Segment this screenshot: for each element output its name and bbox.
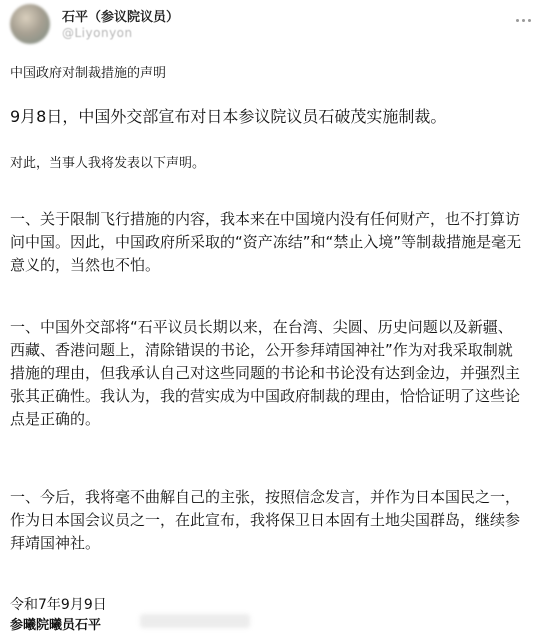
watermark: [140, 614, 250, 628]
more-options-icon[interactable]: [511, 10, 535, 30]
statement-title: 中国政府对制裁措施的声明: [10, 66, 167, 81]
avatar[interactable]: [10, 4, 50, 44]
statement-response-line: 对此，当事人我将发表以下声明。: [10, 156, 206, 171]
signature-name: 参曦院曦员石平: [10, 618, 102, 633]
author-name[interactable]: 石平（参议院议员）: [62, 10, 180, 25]
statement-date-line: 9月8日，中国外交部宣布对日本参议院议员石破茂实施制裁。: [10, 107, 447, 126]
statement-paragraph-3: 一、今后，我将毫不曲解自己的主张，按照信念发言，并作为日本国民之一，作为日本国会议员之一，在此宣布，我将保卫日本固有土地尖国群岛，继续参拜靖国神社。: [10, 488, 521, 552]
author-handle[interactable]: @Liyonyon: [62, 26, 133, 40]
post-header: [0, 0, 543, 52]
statement-paragraph-2: 一、中国外交部将“石平议员长期以来，在台湾、尖圆、历史问题以及新疆、西藏、香港问题上，清除错误的书论，公开参拜靖国神社”作为对我采取制就措施的理由，但我承认自己对这些同题的书论和书论没有达到金边，并强烈主张其正确性。我认为，我的营实成为中国政府制裁的理由，恰恰证明了这些论点是正确的。: [10, 318, 521, 428]
signature-date: 令和7年9月9日: [10, 597, 107, 613]
statement-paragraph-1: 一、关于限制飞行措施的内容，我本来在中国境内没有任何财产，也不打算访问中国。因此，中国政府所采取的“资产冻结”和“禁止入境”等制裁措施是毫无意义的，当然也不怕。: [10, 210, 522, 274]
